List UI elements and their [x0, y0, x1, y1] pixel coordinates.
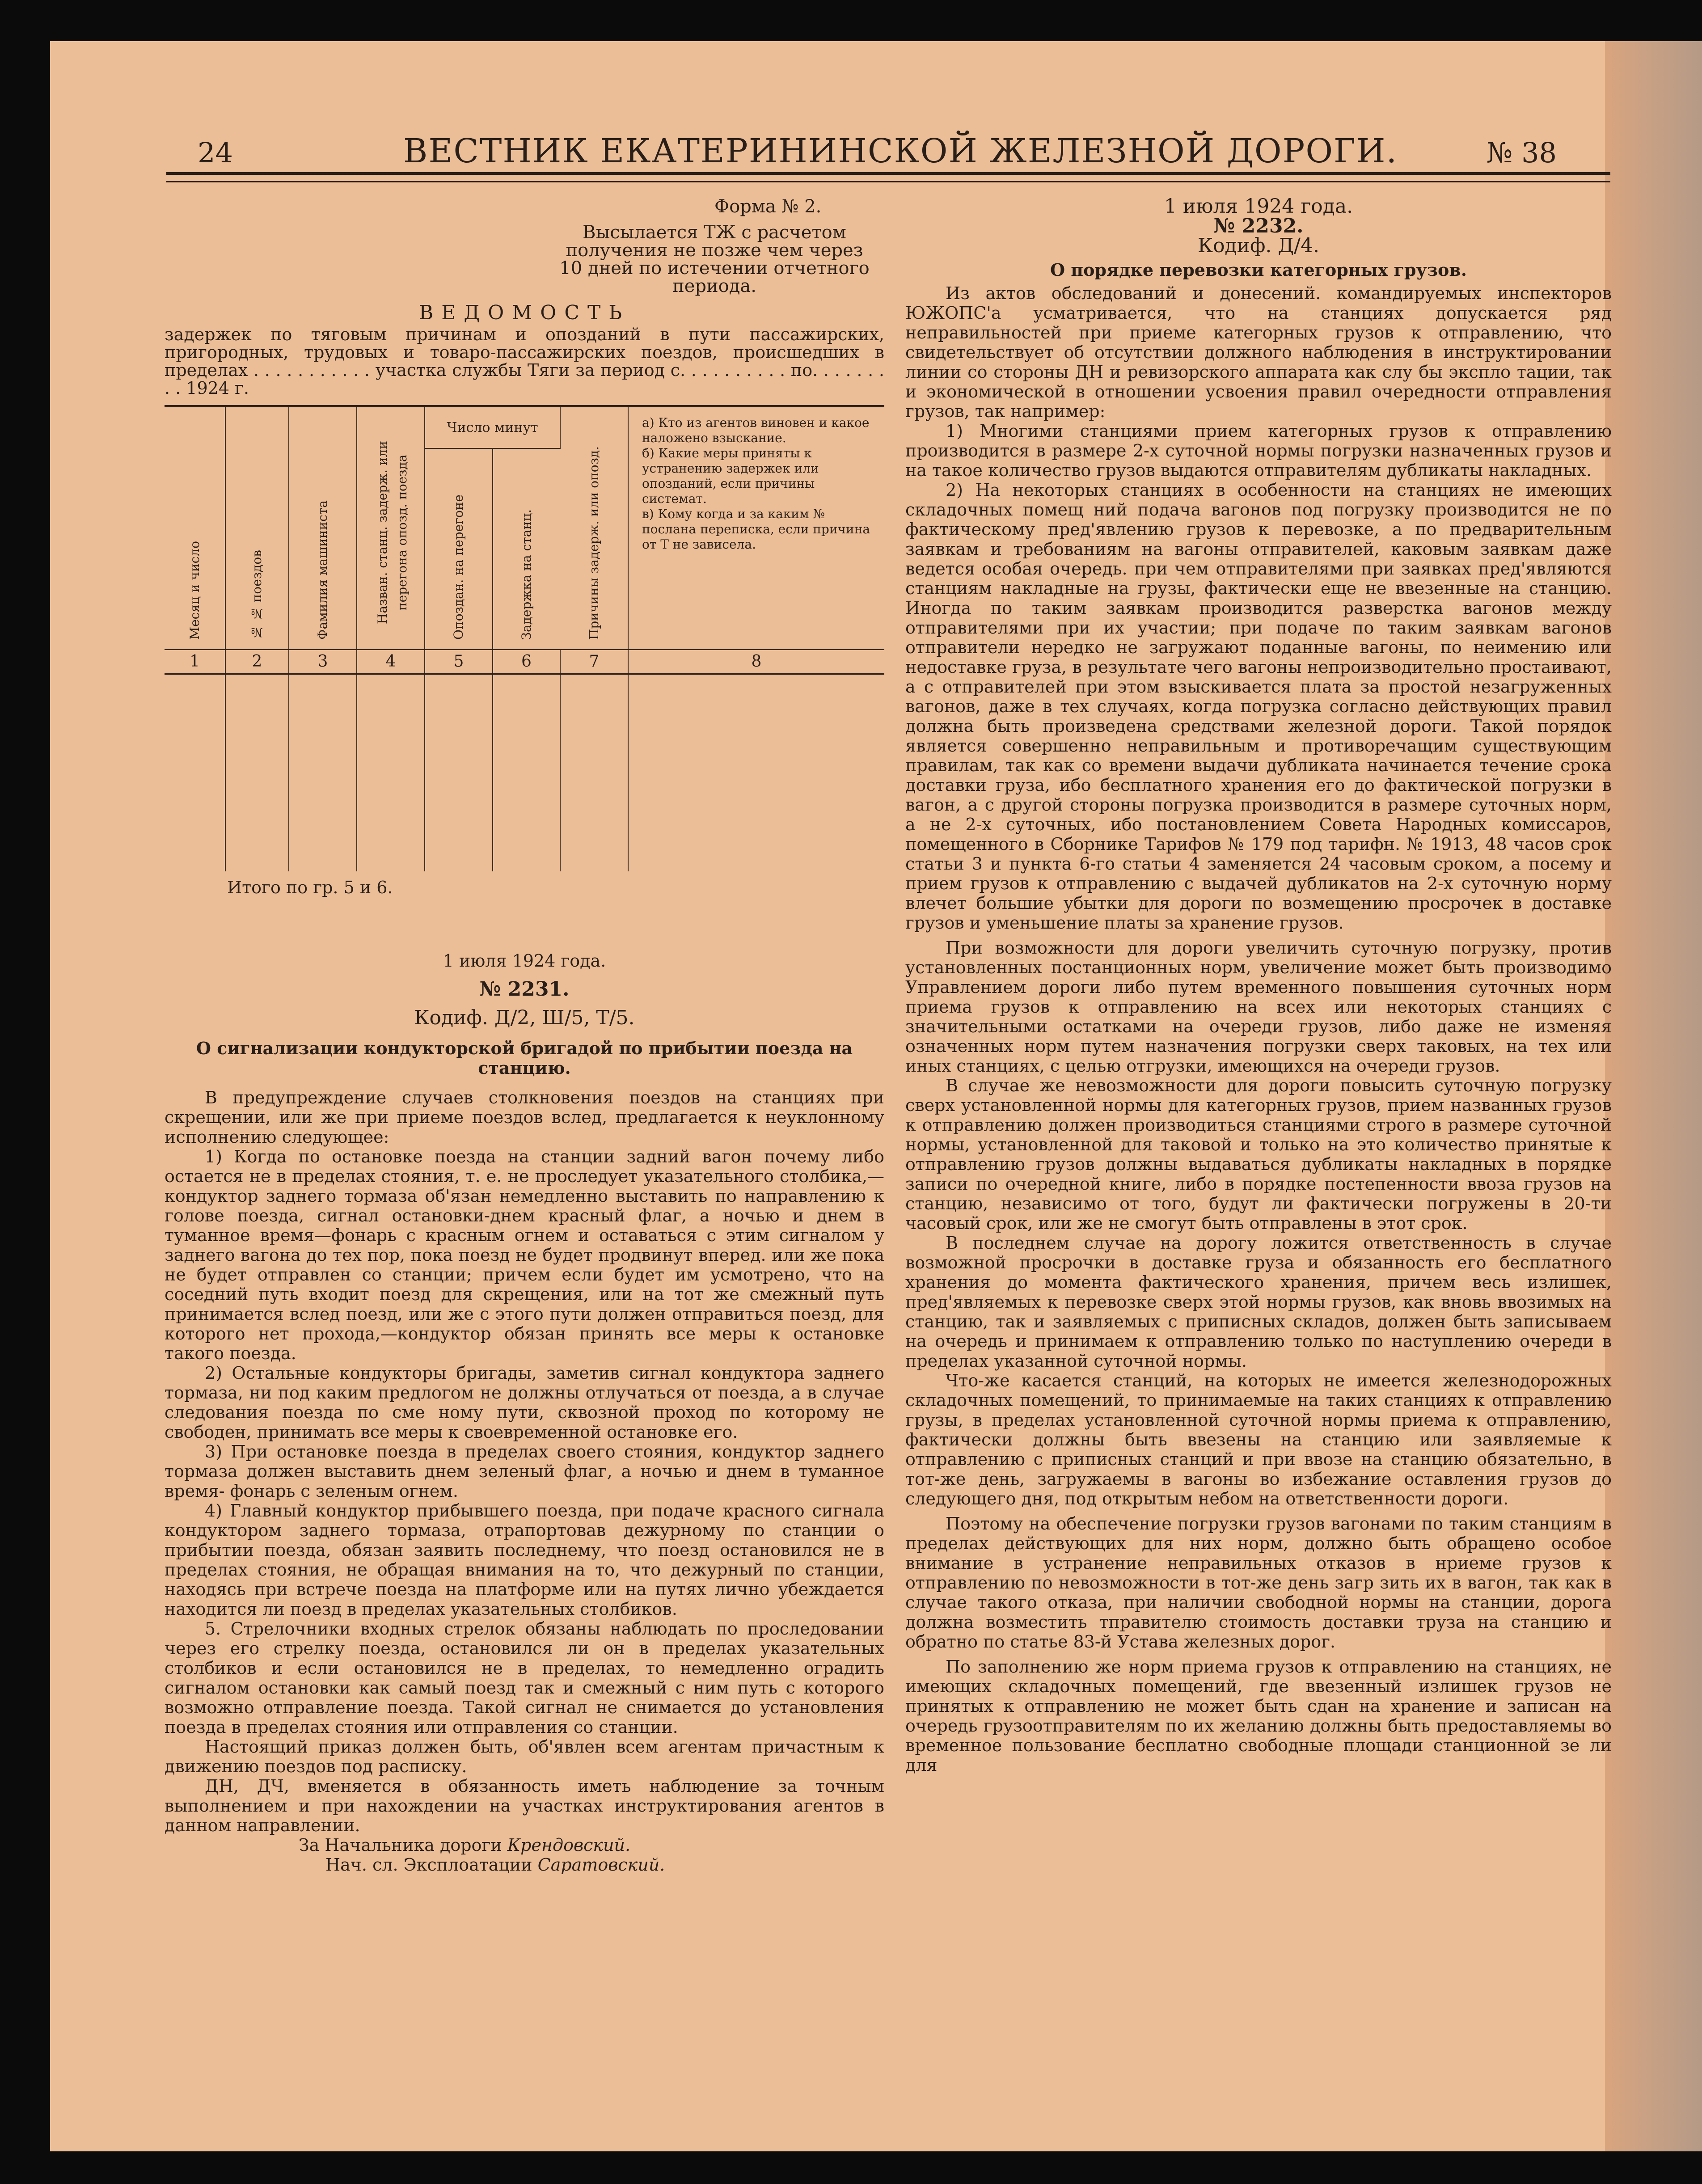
- signature-name: Крендовский.: [507, 1835, 631, 1855]
- order-paragraph: 1) Когда по остановке поезда на станции задний вагон почему либо остается не в пределах стояния, т. е. не проследует указательного столбика,—кондуктор заднего тормаза об'язан немедленно выставить по направлению к голове поезда, сигнал остановки-днем красный флаг, а ночью и днем в туманное время—фонарь с красным огнем и оставаться с этим сигналом у заднего вагона до тех пор, пока поезд не будет продвинут вперед. или же пока не будет отправлен со станции; причем если будет им усмотрено, что на соседний путь входит поезд для скрещения, или на тот же смежный путь принимается вслед поезд, или же с этого пути должен отправиться поезд, для которого нет прохода,—кондуктор обязан принять все меры к остановке такого поезда.: [165, 1147, 884, 1363]
- table-header-cell: [425, 448, 493, 649]
- order-number: № 2232.: [1213, 215, 1304, 237]
- table-column-number: 7: [560, 650, 628, 674]
- order-paragraph: 3) При остановке поезда в пределах своего стояния, кондуктор заднего тормаза должен выставить днем зеленый флаг, а ночью и днем в туманное время- фонарь с зеленым огнем.: [165, 1442, 884, 1501]
- table-header-label: № № поездов: [249, 549, 264, 640]
- table-note: а) Кто из агентов виновен и какое наложено взыскание.: [642, 415, 870, 445]
- table-header-cell: [560, 406, 628, 650]
- table-header-label: Месяц и число: [187, 541, 202, 640]
- order-codif: Кодиф. Д/4.: [1198, 234, 1319, 257]
- table-header-label: Фамилия машиниста: [315, 500, 330, 640]
- order-body: [905, 283, 1612, 1775]
- signature-line: [325, 1855, 884, 1875]
- order-paragraph: При возможности для дороги увеличить суточную погрузку, против установленных постанционных норм, увеличение может быть производимо Управлением дороги либо путем временного повышения суточных норм приема грузов к отправлению на всех или некоторых станциях с значительными остатками на очереди грузов, либо даже не изменяя означенных норм путем назначения погрузки сверх таковых, на тех или иных станциях, с целью отгрузки, имеющихся на очереди грузов.: [905, 938, 1612, 1076]
- table-header-cell: [289, 406, 357, 650]
- order-paragraph: 1) Многими станциями прием категорных грузов к отправлению производится в размере 2-х суточной нормы погрузки назначенных грузов и на такое количество грузов выдаются отправителям дубликаты накладных.: [905, 421, 1612, 480]
- order-body: [165, 1088, 884, 1835]
- vedomost-text: задержек по тяговым причинам и опозданий в пути пассажирских, пригородных, трудовых и товаро-пассажирских поездов, происшедших в пределах . . . . . . . . . . . участка службы Тяги за период с. . . . . . . . . . по. . . . . . . . . 1924 г.: [165, 325, 884, 398]
- table-column-number: 1: [165, 650, 225, 674]
- table-group-header: Число минут: [425, 406, 560, 449]
- order-paragraph: 2) На некоторых станциях в особенности на станциях не имеющих складочных помещ ний подача вагонов под погрузку производится не по фактическому пред'явлению грузов к перевозке, а по предварительным заявкам и требованиям на вагоны отправителей, каковым заявкам даже ведется особая очередь. при чем отправителями при заявках пред'являются станциям накладные на грузы, фактически еще не ввезенные на станцию. Иногда по таким заявкам производится разверстка вагонов между отправителями при их участии; при подаче по таким заявкам вагонов отправители нередко не загружают поданные вагоны, по неимению или недоставке груза, в результате чего вагоны непроизводительно простаивают, а с отправителей при этом взыскивается плата за простой незагруженных вагонов, даже в тех случаях, когда погрузка согласно действующих правил должна быть произведена средствами железной дороги. Такой порядок является совершенно неправильным и противоречащим существующим правилам, так как со времени выдачи дубликата начинается течение срока доставки груза, ибо бесплатного хранения его до фактической погрузки в вагон, а с другой стороны погрузка производится в размере суточных норм, а не 2-х суточных, ибо постановлением Совета Народных комиссаров, помещенного в Сборнике Тарифов № 179 под тарифн. № 1913, 48 часов срок статьи 3 и пункта 6-го статьи 4 заменяется 24 часовым сроком, а посему и прием грузов к отправлению с выдачей дубликатов на 2-х суточную норму влечет большие убытки для дороги по возмещению просрочек в доставке грузов и уменьшение платы за хранение грузов.: [905, 480, 1612, 933]
- order-paragraph: По заполнению же норм приема грузов к отправлению на станциях, не имеющих складочных помещений, где ввезенный излишек грузов не принятых к отправлению не может быть сдан на хранение и записан на очередь грузоотправителям по их желанию должны быть предоставляемы во временное пользование бесплатно свободные площади станционной зе ли для: [905, 1657, 1612, 1775]
- form-note: Высылается ТЖ с расчетом получения не позже чем через 10 дней по истечении отчетного периода.: [559, 222, 870, 296]
- order-paragraph: Из актов обследований и донесений. командируемых инспекторов ЮЖОПС'а усматривается, что на станциях допускается ряд неправильностей при приеме категорных грузов к отправлению, что свидетельствует об отсутствии должного наблюдения в инструктировании линии со стороны ДН и ревизорского аппарата как слу бы экспло тации, так и экономической в отношении усвоения правил очередности отправления грузов, так например:: [905, 283, 1612, 421]
- table-header-label: Задержка на станц.: [519, 509, 534, 640]
- issue-number: № 38: [1486, 136, 1557, 169]
- table-note: в) Кому когда и за каким № послана переписка, если причина от Т не зависела.: [642, 507, 870, 552]
- signature-prefix: За Начальника дороги: [299, 1835, 502, 1855]
- right-column: [905, 197, 1612, 2101]
- vedomost-title: ВЕДОМОСТЬ: [418, 301, 630, 324]
- order-paragraph: Настоящий приказ должен быть, об'явлен всем агентам причастным к движению поездов под расписку.: [165, 1737, 884, 1776]
- table-row: [165, 674, 884, 872]
- table-column-number: 8: [628, 650, 884, 674]
- journal-title: ВЕСТНИК ЕКАТЕРИНИНСКОЙ ЖЕЛЕЗНОЙ ДОРОГИ.: [403, 132, 1398, 170]
- order-title: О порядке перевозки категорных грузов.: [1050, 260, 1467, 280]
- order-title: О сигнализации кондукторской бригадой по прибытии поезда на станцию.: [196, 1038, 853, 1078]
- order-paragraph: Что-же касается станций, на которых не имеется железнодорожных складочных помещений, то принимаемые на таких станциях к отправлению грузы, в пределах установленной суточной нормы приема к отправлению, фактически должны быть ввезены на станцию или заявляемые к отправлению с приписных станций и при ввозе на станцию обязательно, в тот-же день, загружаемы в вагоны во избежание оставления грузов до следующего дня, под открытым небом на ответственности дороги.: [905, 1371, 1612, 1508]
- order-paragraph: В предупреждение случаев столкновения поездов на станциях при скрещении, или же при приеме поездов вслед, предлагается к неуклонному исполнению следующее:: [165, 1088, 884, 1147]
- adjacent-page-edge: [1605, 41, 1702, 2151]
- signature-name: Саратовский.: [537, 1855, 665, 1875]
- order-date: 1 июля 1924 года.: [1164, 195, 1353, 218]
- order-codif: Кодиф. Д/2, Ш/5, Т/5.: [414, 1006, 635, 1029]
- table-column-number: 6: [493, 650, 560, 674]
- signature-prefix: Нач. сл. Эксплоатации: [325, 1855, 532, 1875]
- order-paragraph: 5. Стрелочники входных стрелок обязаны наблюдать по проследовании через его стрелку поезда, остановился ли он в пределах указательных столбиков и если остановился не в пределах, то немедленно оградить сигналом остановки как самый поезд так и смежный с ним путь с которого возможно отправление поезда. Такой сигнал не снимается до установления поезда в пределах стояния или отправления со станции.: [165, 1619, 884, 1737]
- table-header-cell: [493, 448, 560, 649]
- table-header-label: Назван. станц. задерж. или перегона опозд. поезда: [375, 441, 410, 625]
- form-label: Форма № 2.: [714, 196, 822, 217]
- table-notes-cell: [628, 406, 884, 650]
- page-number: 24: [198, 136, 233, 169]
- order-paragraph: 4) Главный кондуктор прибывшего поезда, при подаче красного сигнала кондуктором заднего тормаза, отрапортовав дежурному по станции о прибытии поезда, обязан заявить последнему, что поезд остановился не в пределах стояния, не обращая внимания на то, что дежурный по станции, находясь при встрече поезда на платформе или на путях лично убеждается находится ли поезд в пределах указательных столбиков.: [165, 1501, 884, 1619]
- left-column: [165, 197, 884, 2101]
- table-note: б) Какие меры приняты к устранению задержек или опозданий, если причины системат.: [642, 446, 819, 506]
- signature-line: [299, 1835, 884, 1855]
- table-header-cell: [225, 406, 289, 650]
- table-column-number: 3: [289, 650, 357, 674]
- order-paragraph: Поэтому на обеспечение погрузки грузов вагонами по таким станциям в пределах действующих для них норм, должно быть обращено особое внимание в устранение неправильных отказов в нриеме грузов к отправлению по невозможности в тот-же день загр зить их в вагон, так как в случае такого отказа, при наличии свободной нормы на станции, дорога должна возместить тправителю стоимость доставки труза на станцию и обратно по статье 83-й Устава железных дорог.: [905, 1514, 1612, 1652]
- table-column-number: 5: [425, 650, 493, 674]
- header-rule: [166, 172, 1610, 182]
- order-paragraph: В последнем случае на дорогу ложится ответственность в случае возможной просрочки в доставке груза и обязанность его бесплатного хранения до момента фактического хранения, причем весь излишек, пред'являемых к перевозке сверх этой нормы грузов, как вновь ввозимых на станцию, так и заявляемых с приписных складов, должен быть записываем на очередь и принимаем к отправлению только по наступлению очереди в пределах указанной суточной нормы.: [905, 1233, 1612, 1371]
- table-total: Итого по гр. 5 и 6.: [227, 878, 393, 897]
- table-column-number: 2: [225, 650, 289, 674]
- table-header-cell: [165, 406, 225, 650]
- order-paragraph: ДН, ДЧ, вменяется в обязанность иметь наблюдение за точным выполнением и при нахождении на участках инструктирования агентов в данном направлении.: [165, 1776, 884, 1835]
- table-header-label: Опоздан. на перегоне: [451, 494, 466, 640]
- order-date: 1 июля 1924 года.: [443, 951, 606, 971]
- order-number: № 2231.: [479, 978, 570, 1001]
- table-column-number: 4: [357, 650, 425, 674]
- order-paragraph: В случае же невозможности для дороги повысить суточную погрузку сверх установленной нормы для категорных грузов, прием названных грузов к отправлению должен производиться станциями строго в размере суточной нормы, установленной для таковой и только на это количество принятые к отправлению грузов должны выдаваться дубликаты накладных в порядке записи по очередной книге, либо в порядке постепенности ввоза грузов на станцию, независимо от того, будут ли фактически погружены в 20-ти часовый срок, или же не смогут быть отправлены в этот срок.: [905, 1076, 1612, 1233]
- table-header-label: Причины задерж. или опозд.: [587, 446, 601, 640]
- table-header-cell: [357, 406, 425, 650]
- report-table: [165, 405, 884, 871]
- order-paragraph: 2) Остальные кондукторы бригады, заметив сигнал кондуктора заднего тормаза, ни под каким предлогом не должны отлучаться от поезда, а в случае следования поезда по сме ному пути, сквозной проход по которому не свободен, принимать все меры к своевременной остановке его.: [165, 1363, 884, 1442]
